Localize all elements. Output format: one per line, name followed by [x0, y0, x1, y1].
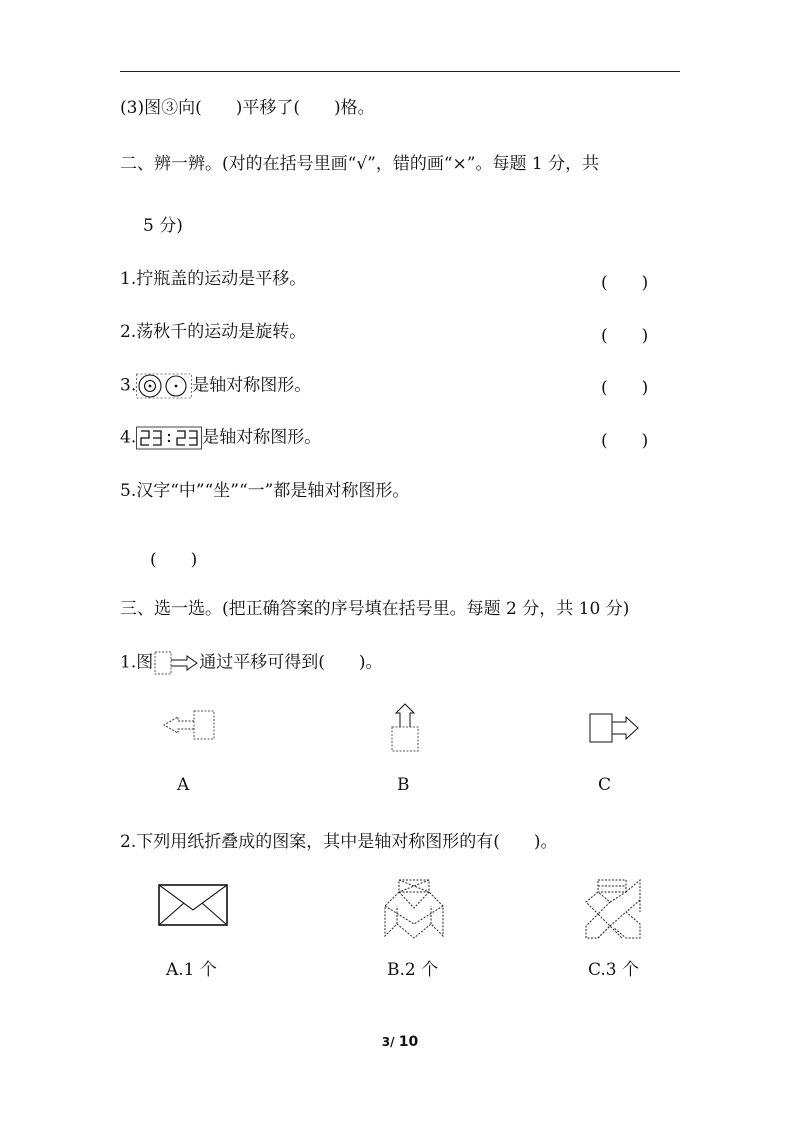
answer-paren-3[interactable]: ( ) [601, 378, 649, 398]
section-2-title: 二、辨一辨。(对的在括号里画“√”，错的画“×”。每题 1 分，共 [120, 154, 600, 174]
option-a-label[interactable]: A [177, 775, 190, 795]
section-3-title: 三、选一选。(把正确答案的序号填在括号里。每题 2 分，共 10 分) [120, 599, 630, 619]
option-b-label[interactable]: B [397, 775, 410, 795]
question-text: 通过平移可得到( )。 [199, 652, 383, 673]
judge-item-2: 2.荡秋千的运动是旋转。 [120, 322, 307, 342]
folded-shape-c-icon [582, 878, 644, 940]
page-current: 3/ [381, 1035, 395, 1049]
item-number: 4. [120, 427, 137, 448]
question-prefix: 1.图 [120, 652, 154, 673]
judge-item-1: 1.拧瓶盖的运动是平移。 [120, 269, 307, 289]
option-a-figure-icon [160, 709, 216, 741]
item-text: 是轴对称图形。 [202, 427, 322, 448]
item-text: 是轴对称图形。 [192, 375, 312, 396]
answer-paren-2[interactable]: ( ) [601, 326, 649, 346]
option-c-figure-icon [588, 712, 640, 744]
option-c-label[interactable]: C [598, 775, 612, 795]
page-total: 10 [398, 1034, 419, 1050]
choice-question-2: 2.下列用纸折叠成的图案，其中是轴对称图形的有( )。 [120, 832, 558, 852]
answer-paren-5[interactable]: ( ) [150, 550, 198, 570]
page-number [0, 1034, 800, 1050]
question-3-3: (3)图③向( )平移了( )格。 [120, 98, 375, 118]
item-number: 3. [120, 375, 137, 396]
section-2-title-cont: 5 分) [143, 216, 183, 236]
envelope-figure-icon [158, 884, 228, 926]
answer-paren-4[interactable]: ( ) [601, 431, 649, 451]
option-2c-label[interactable]: C.3 个 [588, 960, 640, 980]
choice-question-1 [120, 651, 383, 675]
answer-paren-1[interactable]: ( ) [601, 273, 649, 293]
judge-item-4 [120, 426, 321, 450]
judge-item-5: 5.汉字“中”“坐”“一”都是轴对称图形。 [120, 481, 410, 501]
option-2a-label[interactable]: A.1 个 [166, 960, 217, 980]
option-b-figure-icon [388, 703, 422, 753]
option-2b-label[interactable]: B.2 个 [387, 960, 439, 980]
judge-item-3 [120, 373, 311, 399]
digital-clock-figure-icon [136, 426, 202, 450]
circles-figure-icon [136, 373, 192, 399]
folded-shape-b-icon [383, 878, 445, 940]
header-rule [120, 71, 680, 72]
arrow-figure-icon [153, 651, 199, 675]
